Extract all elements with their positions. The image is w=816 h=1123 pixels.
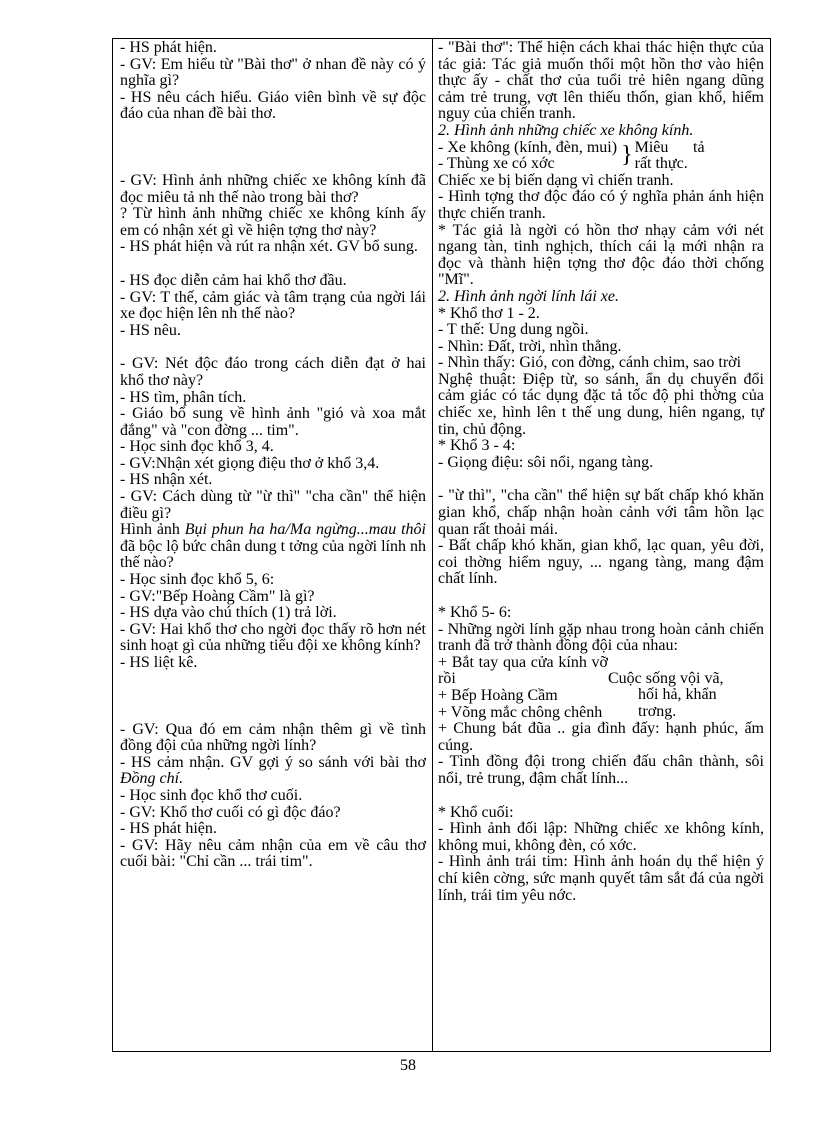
right-line: - T thế: Ung dung ngồi.	[438, 321, 589, 339]
left-line: - GV: Cách dùng từ "ừ thì" "cha cần" thể hiện điều gì?	[120, 488, 426, 522]
lesson-table	[112, 38, 771, 1052]
left-line: - HS phát hiện.	[120, 820, 217, 838]
right-line: - Nhìn thấy: Gió, con đờng, cánh chim, sao trời	[438, 354, 742, 372]
left-line: - HS nêu.	[120, 321, 181, 339]
left-line: - HS phát hiện và rút ra nhận xét. GV bổ sung.	[120, 238, 418, 256]
right-line: Miêu tả rất thực.	[634, 138, 705, 173]
left-line: - GV: Hình ảnh những chiếc xe không kính đã đọc miêu tả nh thế nào trong bài thơ?	[120, 171, 426, 206]
left-line: - GV: T thế, cảm giác và tâm trạng của ngời lái xe đọc hiện lên nh thế nào?	[120, 288, 426, 323]
right-line: hối hả, khẩn	[638, 686, 717, 704]
left-line: - HS phát hiện.	[120, 39, 217, 56]
left-line: - GV: Qua đó em cảm nhận thêm gì về tình đồng đội của những ngời lính?	[120, 720, 426, 755]
right-line: + Võng mắc chông chênh	[438, 703, 603, 721]
left-line: - Học sinh đọc khổ 5, 6:	[120, 571, 275, 589]
activity-list	[438, 655, 764, 721]
spacer	[438, 788, 764, 805]
right-line: * Tác giả là ngời có hồn thơ nhạy cảm với nét ngang tàn, tinh nghịch, thích cái lạ mới nhận ra đọc và thành hiện tợng thơ độc đáo thời chống "Mĩ".	[438, 221, 764, 289]
right-line: - Giọng điệu: sôi nổi, ngang tàng.	[438, 453, 654, 471]
left-line: - GV: Hãy nêu cảm nhận của em về câu thơ cuối bài: "Chỉ cần ... trái tim".	[120, 836, 426, 871]
left-line: - GV: Khổ thơ cuối có gì độc đáo?	[120, 803, 341, 821]
spacer	[120, 123, 426, 173]
left-line: - GV:"Bếp Hoàng Cầm" là gì?	[120, 587, 315, 605]
left-line: - HS liệt kê.	[120, 654, 198, 671]
left-line: - Giáo bổ sung về hình ảnh "gió và xoa mắt đắng" và "con đờng ... tim".	[120, 405, 426, 439]
right-line: + Bếp Hoàng Cầm	[438, 686, 558, 704]
brace-group	[438, 140, 764, 173]
right-line: Cuộc sống vội vã,	[608, 669, 724, 687]
spacer	[120, 339, 426, 356]
right-line: * Khổ 5- 6:	[438, 604, 512, 621]
right-line: * Khổ thơ 1 - 2.	[438, 304, 540, 322]
spacer	[438, 588, 764, 605]
page-number: 58	[400, 1057, 416, 1074]
left-line: ? Từ hình ảnh những chiếc xe không kính ấy em có nhận xét gì về hiện tợng thơ này?	[120, 205, 426, 239]
poem-title: Đồng chí.	[120, 770, 184, 788]
right-line: - Hình ảnh đối lập: Những chiếc xe không kính, không mui, không đèn, có xớc.	[438, 820, 764, 854]
left-line: - HS đọc diễn cảm hai khổ thơ đầu.	[120, 271, 347, 289]
left-line: - HS dựa vào chú thích (1) trả lời.	[120, 604, 337, 622]
right-line: Chiếc xe bị biến dạng vì chiến tranh.	[438, 171, 674, 189]
right-line: * Khổ cuối:	[438, 803, 514, 821]
left-line: - HS tìm, phân tích.	[120, 388, 247, 406]
left-line-mixed	[120, 755, 426, 788]
spacer	[438, 471, 764, 488]
section-heading: 2. Hình ảnh ngời lính lái xe.	[438, 287, 619, 305]
text-part: đã bộc lộ bức chân dung t tởng của ngời lính nh thế nào?	[120, 537, 426, 572]
right-line: - Tình đồng đội trong chiến đấu chân thành, sôi nổi, trẻ trung, đậm chất lính...	[438, 753, 764, 787]
left-line: - GV:Nhận xét giọng điệu thơ ở khổ 3,4.	[120, 454, 380, 472]
right-line: + Bắt tay qua cửa kính vỡ rồi	[438, 653, 608, 688]
right-line: - Nhìn: Đất, trời, nhìn thẳng.	[438, 337, 622, 355]
quoted-verse: Bụi phun ha ha/Ma ngừng...mau thôi	[184, 521, 426, 539]
right-line: - Hình ảnh trái tim: Hình ảnh hoán dụ thể hiện ý chí kiên cờng, sức mạnh quyết tâm sắt đá của ngời lính, trái tim yêu nớc.	[438, 853, 764, 904]
left-line: - GV: Nét độc đáo trong cách diễn đạt ở hai khổ thơ này?	[120, 355, 426, 389]
right-line: + Chung bát đũa .. gia đình đấy: hạnh phúc, ấm cúng.	[438, 720, 764, 754]
section-heading: 2. Hình ảnh những chiếc xe không kính.	[438, 121, 694, 139]
curly-brace-icon: }	[621, 141, 633, 168]
left-line: - GV: Hai khổ thơ cho ngời đọc thấy rõ hơn nét sinh hoạt gì của những tiểu đội xe không kính?	[120, 620, 426, 655]
spacer	[120, 672, 426, 722]
right-line: * Khổ 3 - 4:	[438, 437, 516, 455]
right-line: trơng.	[638, 702, 677, 720]
spacer	[120, 256, 426, 273]
right-line: Nghệ thuật: Điệp từ, so sánh, ẩn dụ chuyển đổi cảm giác có tác dụng đặc tả tốc độ phi thờng của chiếc xe, hình lên t thế ung dung, hiên ngang, tự tin, chủ động.	[438, 370, 764, 438]
right-line: - Những ngời lính gặp nhau trong hoàn cảnh chiến tranh đã trở thành đồng đội của nhau:	[438, 620, 764, 655]
right-line: - "Bài thơ": Thể hiện cách khai thác hiện thực của tác giả: Tác giả muốn thổi một hồn thơ vào hiện thực ấy - chất thơ của tuổi trẻ hiên ngang dũng cảm trẻ trung, vợt lên thiếu thốn, gian khổ, hiểm nguy của chiến tranh.	[438, 39, 764, 123]
left-line: - HS nhận xét.	[120, 471, 213, 489]
right-line: - Bất chấp khó khăn, gian khổ, lạc quan, yêu đời, coi thờng hiểm nguy, ... ngang tàng, mang đậm chất lính.	[438, 537, 764, 588]
teacher-student-activity-column	[113, 39, 433, 1051]
left-line: - HS nêu cách hiểu. Giáo viên bình về sự độc đáo của nhan đề bài thơ.	[120, 88, 426, 123]
text-part: - HS cảm nhận. GV gợi ý so sánh với bài thơ	[120, 753, 426, 771]
right-line: - Hình tợng thơ độc đáo có ý nghĩa phản ánh hiện thực chiến tranh.	[438, 188, 764, 222]
left-line: - GV: Em hiểu từ "Bài thơ" ở nhan đề này có ý nghĩa gì?	[120, 55, 426, 90]
left-line: - Học sinh đọc khổ 3, 4.	[120, 438, 274, 456]
lesson-content-column	[433, 39, 770, 1051]
right-line: - "ừ thì", "cha cần" thể hiện sự bất chấp khó khăn gian khổ, chấp nhận hoàn cảnh với tâm hồn lạc quan rất thoải mái.	[438, 487, 764, 538]
right-line: - Xe không (kính, đèn, mui)	[438, 138, 618, 156]
right-line: - Thùng xe có xớc	[438, 155, 555, 173]
text-part: Hình ảnh	[120, 521, 185, 539]
left-line-mixed	[120, 522, 426, 572]
left-line: - Học sinh đọc khổ thơ cuối.	[120, 786, 303, 804]
